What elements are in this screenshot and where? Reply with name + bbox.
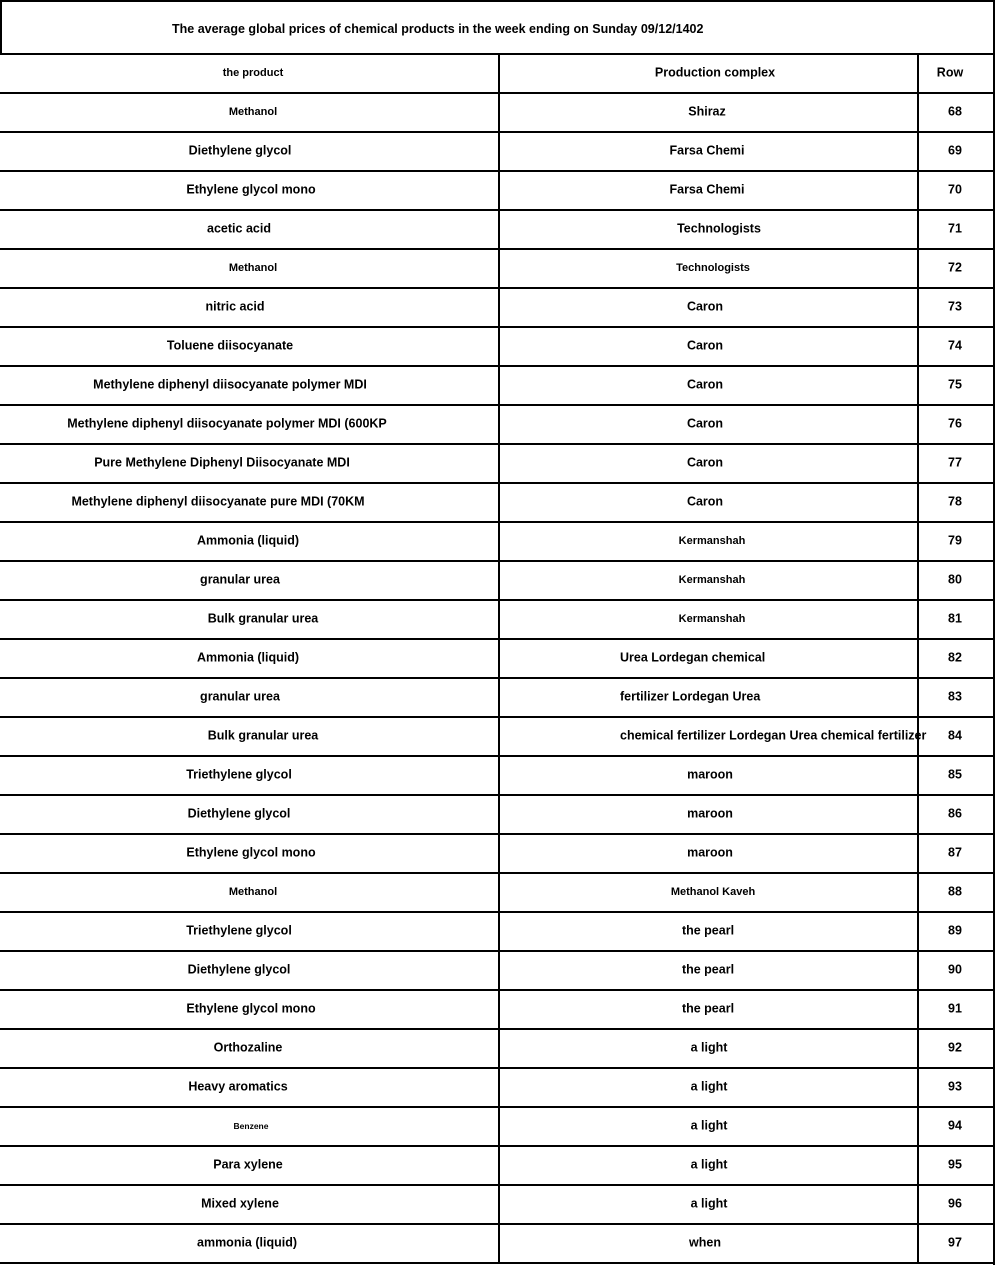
row-number: 70 [948, 182, 962, 197]
product-name: Diethylene glycol [187, 806, 291, 821]
product-cell [0, 406, 500, 443]
production-complex: Farsa Chemi [669, 182, 745, 197]
complex-cell [500, 367, 919, 404]
table-row [0, 718, 994, 757]
header-complex: Production complex [654, 65, 776, 80]
complex-cell [500, 1147, 919, 1184]
complex-cell [500, 601, 919, 638]
table-row [0, 796, 994, 835]
row-number: 91 [948, 1001, 962, 1016]
complex-cell [500, 289, 919, 326]
row-number-cell [919, 523, 994, 560]
table-row [0, 445, 994, 484]
row-number-cell [919, 1069, 994, 1106]
row-number-cell [919, 1108, 994, 1145]
production-complex: a light [690, 1157, 728, 1172]
complex-cell [500, 133, 919, 170]
row-number: 83 [948, 689, 962, 704]
product-name: Pure Methylene Diphenyl Diisocyanate MDI [94, 455, 350, 470]
header-product-cell [0, 55, 500, 92]
row-number: 75 [948, 377, 962, 392]
row-number-cell [919, 328, 994, 365]
product-name: Ethylene glycol mono [186, 1001, 316, 1016]
row-number-cell [919, 445, 994, 482]
complex-cell [500, 1225, 919, 1262]
production-complex: maroon [687, 767, 733, 782]
row-number-cell [919, 1186, 994, 1223]
production-complex: Caron [686, 338, 724, 353]
product-name: Triethylene glycol [186, 923, 292, 938]
title-row [0, 0, 994, 55]
complex-cell [500, 445, 919, 482]
production-complex: Farsa Chemi [669, 143, 745, 158]
production-complex: Technologists [677, 221, 761, 236]
product-name: Orthozaline [213, 1040, 283, 1055]
product-name: Methylene diphenyl diisocyanate polymer MDI [93, 377, 367, 392]
complex-cell [500, 679, 919, 716]
production-complex: fertilizer Lordegan Urea [620, 689, 761, 704]
product-cell [0, 913, 500, 950]
row-number-cell [919, 601, 994, 638]
product-cell [0, 133, 500, 170]
product-cell [0, 211, 500, 248]
product-name: Benzene [233, 1120, 269, 1131]
row-number: 89 [948, 923, 962, 938]
table-row [0, 991, 994, 1030]
product-cell [0, 679, 500, 716]
production-complex: a light [690, 1040, 728, 1055]
row-number: 81 [948, 611, 962, 626]
row-number-cell [919, 679, 994, 716]
product-name: granular urea [200, 572, 280, 587]
table-row [0, 1069, 994, 1108]
complex-cell [500, 1030, 919, 1067]
row-number: 71 [948, 221, 962, 236]
product-name: Methylene diphenyl diisocyanate polymer MDI (600KP [67, 416, 387, 431]
row-number: 74 [948, 338, 962, 353]
production-complex: Caron [686, 455, 724, 470]
table-row [0, 952, 994, 991]
product-cell [0, 991, 500, 1028]
row-number-cell [919, 757, 994, 794]
row-number-cell [919, 367, 994, 404]
production-complex: the pearl [681, 1001, 735, 1016]
row-number-cell [919, 991, 994, 1028]
row-number: 82 [948, 650, 962, 665]
product-cell [0, 562, 500, 599]
product-cell [0, 1108, 500, 1145]
product-cell [0, 172, 500, 209]
production-complex: maroon [687, 845, 733, 860]
production-complex: Caron [686, 494, 724, 509]
row-number: 80 [948, 572, 962, 587]
product-cell [0, 952, 500, 989]
complex-cell [500, 952, 919, 989]
table-row [0, 484, 994, 523]
product-name: Methanol [228, 885, 278, 898]
table-row [0, 250, 994, 289]
complex-cell [500, 211, 919, 248]
row-number: 88 [948, 884, 962, 899]
row-number: 72 [948, 260, 962, 275]
complex-cell [500, 835, 919, 872]
product-cell [0, 250, 500, 287]
complex-cell [500, 328, 919, 365]
product-name: acetic acid [207, 221, 271, 236]
table-row [0, 211, 994, 250]
production-complex: a light [690, 1196, 728, 1211]
product-name: granular urea [200, 689, 280, 704]
production-complex: Caron [686, 416, 724, 431]
table-row [0, 328, 994, 367]
complex-cell [500, 913, 919, 950]
header-row-number: Row [936, 65, 964, 80]
row-number-cell [919, 133, 994, 170]
product-cell [0, 1030, 500, 1067]
complex-cell [500, 874, 919, 911]
table-title: The average global prices of chemical products in the week ending on Sunday 09/12/1402 [172, 22, 704, 36]
complex-cell [500, 406, 919, 443]
complex-cell [500, 640, 919, 677]
product-name: Mixed xylene [201, 1196, 279, 1211]
row-number-cell [919, 250, 994, 287]
complex-cell [500, 757, 919, 794]
production-complex: a light [690, 1079, 728, 1094]
product-name: Diethylene glycol [187, 962, 291, 977]
product-name: Ammonia (liquid) [196, 533, 300, 548]
product-cell [0, 1069, 500, 1106]
production-complex: Methanol Kaveh [670, 885, 756, 898]
row-number: 92 [948, 1040, 962, 1055]
header-product: the product [222, 66, 284, 79]
row-number-cell [919, 874, 994, 911]
product-cell [0, 328, 500, 365]
row-number: 77 [948, 455, 962, 470]
row-number-cell [919, 952, 994, 989]
table-row [0, 913, 994, 952]
row-number: 84 [948, 728, 962, 743]
product-name: Bulk granular urea [207, 728, 319, 743]
product-name: Ammonia (liquid) [196, 650, 300, 665]
row-number: 73 [948, 299, 962, 314]
complex-cell [500, 1108, 919, 1145]
complex-cell [500, 94, 919, 131]
product-cell [0, 796, 500, 833]
table-row [0, 601, 994, 640]
row-number: 76 [948, 416, 962, 431]
production-complex: maroon [687, 806, 733, 821]
product-cell [0, 1225, 500, 1262]
row-number-cell [919, 406, 994, 443]
product-name: Methylene diphenyl diisocyanate pure MDI (70KM [71, 494, 365, 509]
product-cell [0, 874, 500, 911]
product-name: Methanol [228, 105, 278, 118]
table-row [0, 406, 994, 445]
row-number-cell [919, 172, 994, 209]
row-number: 78 [948, 494, 962, 509]
product-cell [0, 484, 500, 521]
table-row [0, 1030, 994, 1069]
product-name: Bulk granular urea [207, 611, 319, 626]
row-number-cell [919, 562, 994, 599]
row-number-cell [919, 835, 994, 872]
row-number: 68 [948, 104, 962, 119]
row-number-cell [919, 484, 994, 521]
complex-cell [500, 718, 927, 755]
row-number: 94 [948, 1118, 962, 1133]
production-complex: when [689, 1235, 721, 1250]
row-number-cell [919, 94, 994, 131]
production-complex: Kermanshah [678, 612, 746, 625]
table-row [0, 172, 994, 211]
row-number-cell [919, 1225, 994, 1262]
table-row [0, 835, 994, 874]
product-name: nitric acid [205, 299, 265, 314]
table-row [0, 133, 994, 172]
row-number-cell [919, 211, 994, 248]
table-row [0, 1225, 994, 1264]
table-row [0, 523, 994, 562]
product-cell [0, 367, 500, 404]
product-cell [0, 445, 500, 482]
header-row-cell [919, 55, 994, 92]
product-name: Heavy aromatics [188, 1079, 288, 1094]
product-cell [0, 640, 500, 677]
complex-cell [500, 1186, 919, 1223]
row-number: 85 [948, 767, 962, 782]
table-row [0, 679, 994, 718]
product-cell [0, 1186, 500, 1223]
production-complex: Caron [686, 299, 724, 314]
production-complex: Kermanshah [678, 534, 746, 547]
row-number: 97 [948, 1235, 962, 1250]
table-row [0, 1108, 994, 1147]
row-number-cell [919, 718, 994, 755]
product-cell [0, 835, 500, 872]
row-number: 79 [948, 533, 962, 548]
product-cell [0, 718, 500, 755]
production-complex: Caron [686, 377, 724, 392]
product-name: Methanol [228, 261, 278, 274]
row-number: 95 [948, 1157, 962, 1172]
complex-cell [500, 562, 919, 599]
row-number-cell [919, 1030, 994, 1067]
table-row [0, 94, 994, 133]
product-cell [0, 94, 500, 131]
production-complex: Shiraz [688, 104, 726, 119]
row-number: 93 [948, 1079, 962, 1094]
row-number: 90 [948, 962, 962, 977]
complex-cell [500, 250, 919, 287]
complex-cell [500, 172, 919, 209]
product-cell [0, 757, 500, 794]
table-row [0, 757, 994, 796]
product-cell [0, 289, 500, 326]
row-number: 86 [948, 806, 962, 821]
product-cell [0, 601, 500, 638]
table-row [0, 874, 994, 913]
complex-cell [500, 796, 919, 833]
production-complex: Urea Lordegan chemical [620, 650, 766, 665]
row-number-cell [919, 796, 994, 833]
complex-cell [500, 1069, 919, 1106]
production-complex: the pearl [681, 923, 735, 938]
product-name: Toluene diisocyanate [166, 338, 294, 353]
product-cell [0, 1147, 500, 1184]
production-complex: a light [690, 1118, 728, 1133]
product-name: Diethylene glycol [188, 143, 292, 158]
product-name: Para xylene [213, 1157, 283, 1172]
complex-cell [500, 523, 919, 560]
row-number-cell [919, 1147, 994, 1184]
header-row [0, 55, 994, 94]
product-name: ammonia (liquid) [197, 1235, 297, 1250]
table-row [0, 1186, 994, 1225]
table-row [0, 367, 994, 406]
complex-cell [500, 991, 919, 1028]
table-row [0, 1147, 994, 1186]
row-number-cell [919, 640, 994, 677]
product-name: Ethylene glycol mono [186, 182, 316, 197]
production-complex: the pearl [681, 962, 735, 977]
header-complex-cell [500, 55, 919, 92]
row-number-cell [919, 913, 994, 950]
product-name: Triethylene glycol [186, 767, 292, 782]
complex-cell [500, 484, 919, 521]
row-number-cell [919, 289, 994, 326]
row-number: 69 [948, 143, 962, 158]
row-number: 87 [948, 845, 962, 860]
production-complex: Kermanshah [678, 573, 746, 586]
production-complex: chemical fertilizer Lordegan Urea chemical fertilizer [620, 728, 927, 743]
row-number: 96 [948, 1196, 962, 1211]
production-complex: Technologists [676, 261, 750, 274]
table-row [0, 640, 994, 679]
table-row [0, 562, 994, 601]
product-name: Ethylene glycol mono [186, 845, 316, 860]
product-cell [0, 523, 500, 560]
table-row [0, 289, 994, 328]
